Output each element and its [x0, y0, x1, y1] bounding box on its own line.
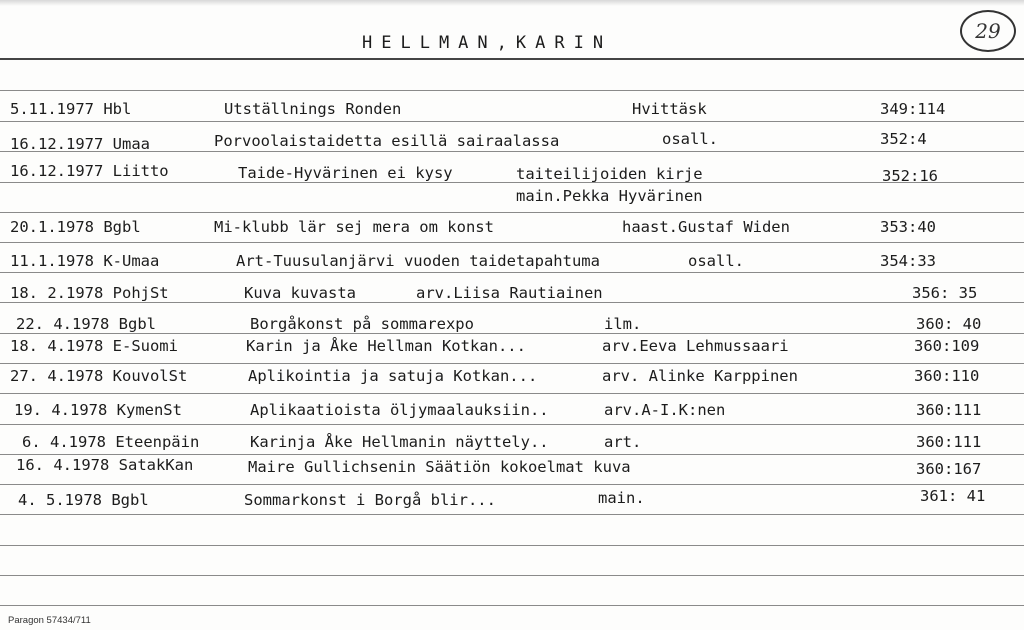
entry-date-source: 20.1.1978 Bgbl — [10, 218, 141, 236]
ruled-line — [0, 363, 1024, 364]
ruled-line — [0, 545, 1024, 546]
entry-date-source: 16.12.1977 Liitto — [10, 162, 169, 180]
entry-ref: 360:109 — [914, 337, 980, 355]
entry-ref: 360:111 — [916, 401, 982, 419]
entry-ref: 360:111 — [916, 433, 982, 451]
card-footer-print: Paragon 57434/711 — [8, 615, 91, 626]
ruled-line — [0, 424, 1024, 425]
entry-title: Porvoolaistaidetta esillä sairaalassa — [214, 132, 560, 150]
entry-note: taiteilijoiden kirje — [516, 165, 703, 183]
entry-title: Utställnings Ronden — [224, 100, 402, 118]
entry-note: arv.Liisa Rautiainen — [416, 284, 603, 302]
entry-note: main. — [598, 489, 645, 507]
entry-date-source: 6. 4.1978 Eteenpäin — [22, 433, 200, 451]
ruled-line — [0, 514, 1024, 515]
entry-ref: 352:4 — [880, 130, 927, 148]
entry-ref: 354:33 — [880, 252, 936, 270]
entry-ref: 361: 41 — [920, 487, 986, 505]
entry-date-source: 11.1.1978 K-Umaa — [10, 252, 160, 270]
card-number-stamp: 29 — [960, 10, 1016, 52]
entry-note: arv.A-I.K:nen — [604, 401, 726, 419]
entry-date-source: 19. 4.1978 KymenSt — [14, 401, 182, 419]
entry-note: art. — [604, 433, 642, 451]
ruled-line — [0, 212, 1024, 213]
entry-note: arv.Eeva Lehmussaari — [602, 337, 789, 355]
entry-title: Karin ja Åke Hellman Kotkan... — [246, 337, 526, 355]
ruled-line — [0, 90, 1024, 91]
entry-date-source: 18. 2.1978 PohjSt — [10, 284, 169, 302]
ruled-line — [0, 302, 1024, 303]
entry-note: haast.Gustaf Widen — [622, 218, 790, 236]
entry-title: Kuva kuvasta — [244, 284, 356, 302]
entry-title: Maire Gullichsenin Säätiön kokoelmat kuva — [248, 458, 631, 476]
entry-title: Taide-Hyvärinen ei kysy — [238, 164, 453, 182]
header-rule — [0, 58, 1024, 60]
entry-date-source: 27. 4.1978 KouvolSt — [10, 367, 188, 385]
entry-date-source: 16.12.1977 Umaa — [10, 135, 150, 153]
ruled-line — [0, 182, 1024, 183]
entry-date-source: 4. 5.1978 Bgbl — [18, 491, 149, 509]
ruled-line — [0, 605, 1024, 606]
entry-ref: 360:167 — [916, 460, 982, 478]
ruled-line — [0, 454, 1024, 455]
entry-date-source: 5.11.1977 Hbl — [10, 100, 132, 118]
entry-ref: 353:40 — [880, 218, 936, 236]
entry-title: Sommarkonst i Borgå blir... — [244, 491, 496, 509]
ruled-line — [0, 151, 1024, 152]
card-title: HELLMAN,KARIN — [362, 33, 613, 53]
entry-note: Hvittäsk — [632, 100, 707, 118]
entry-note-second-line: main.Pekka Hyvärinen — [516, 187, 703, 205]
entry-title: Aplikaatioista öljymaalauksiin.. — [250, 401, 549, 419]
ruled-line — [0, 484, 1024, 485]
entry-note: arv. Alinke Karppinen — [602, 367, 798, 385]
entry-title: Art-Tuusulanjärvi vuoden taidetapahtuma — [236, 252, 600, 270]
entry-title: Borgåkonst på sommarexpo — [250, 315, 474, 333]
entry-ref: 349:114 — [880, 100, 946, 118]
entry-ref: 360: 40 — [916, 315, 982, 333]
entry-title: Karinja Åke Hellmanin näyttely.. — [250, 433, 549, 451]
entry-ref: 360:110 — [914, 367, 980, 385]
entry-ref: 352:16 — [882, 167, 938, 185]
ruled-line — [0, 272, 1024, 273]
entry-note: ilm. — [604, 315, 642, 333]
entry-title: Aplikointia ja satuja Kotkan... — [248, 367, 538, 385]
card-top-edge — [0, 0, 1024, 6]
entry-date-source: 22. 4.1978 Bgbl — [16, 315, 156, 333]
entry-note: osall. — [688, 252, 744, 270]
entry-note: osall. — [662, 130, 718, 148]
ruled-line — [0, 333, 1024, 334]
entry-date-source: 16. 4.1978 SatakKan — [16, 456, 194, 474]
entry-ref: 356: 35 — [912, 284, 978, 302]
ruled-line — [0, 242, 1024, 243]
ruled-line — [0, 575, 1024, 576]
entry-date-source: 18. 4.1978 E-Suomi — [10, 337, 178, 355]
ruled-line — [0, 121, 1024, 122]
entry-title: Mi-klubb lär sej mera om konst — [214, 218, 494, 236]
ruled-line — [0, 393, 1024, 394]
